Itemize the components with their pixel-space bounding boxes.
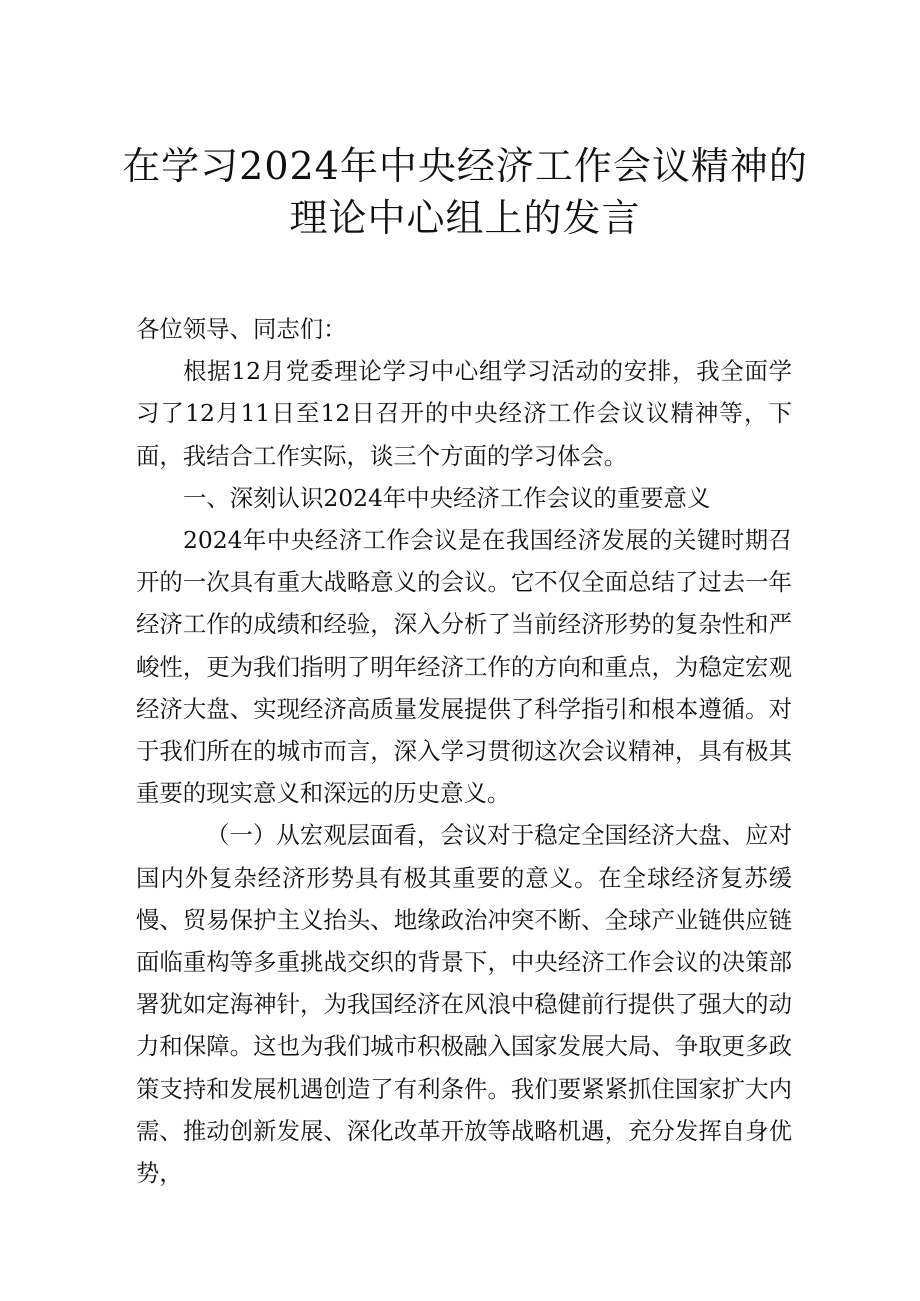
document-body <box>136 308 792 1194</box>
document-title: 在学习2024年中央经济工作会议精神的理论中心组上的发言 <box>122 144 808 240</box>
paragraph-macro-level: （一）从宏观层面看，会议对于稳定全国经济大盘、应对国内外复杂经济形势具有极其重要的意义。在全球经济复苏缓慢、贸易保护主义抬头、地缘政治冲突不断、全球产业链供应链面临重构等多重挑战交织的背景下，中央经济工作会议的决策部署犹如定海神针，为我国经济在风浪中稳健前行提供了强大的动力和保障。这也为我们城市积极融入国家发展大局、争取更多政策支持和发展机遇创造了有利条件。我们要紧紧抓住国家扩大内需、推动创新发展、深化改革开放等战略机遇，充分发挥自身优势， <box>136 821 792 1188</box>
paragraph-significance: 2024年中央经济工作会议是在我国经济发展的关键时期召开的一次具有重大战略意义的会议。它不仅全面总结了过去一年经济工作的成绩和经验，深入分析了当前经济形势的复杂性和严峻性，更为我们指明了明年经济工作的方向和重点，为稳定宏观经济大盘、实现经济高质量发展提供了科学指引和根本遵循。对于我们所在的城市而言，深入学习贯彻这次会议精神，具有极其重要的现实意义和深远的历史意义。 <box>136 526 792 808</box>
section-heading-1: 一、深刻认识2024年中央经济工作会议的重要意义 <box>183 483 711 512</box>
salutation: 各位领导、同志们： <box>136 315 347 343</box>
paragraph-intro: 根据12月党委理论学习中心组学习活动的安排，我全面学习了12月11日至12日召开的中央经济工作会议议精神等，下面，我结合工作实际，谈三个方面的学习体会。 <box>136 357 792 470</box>
